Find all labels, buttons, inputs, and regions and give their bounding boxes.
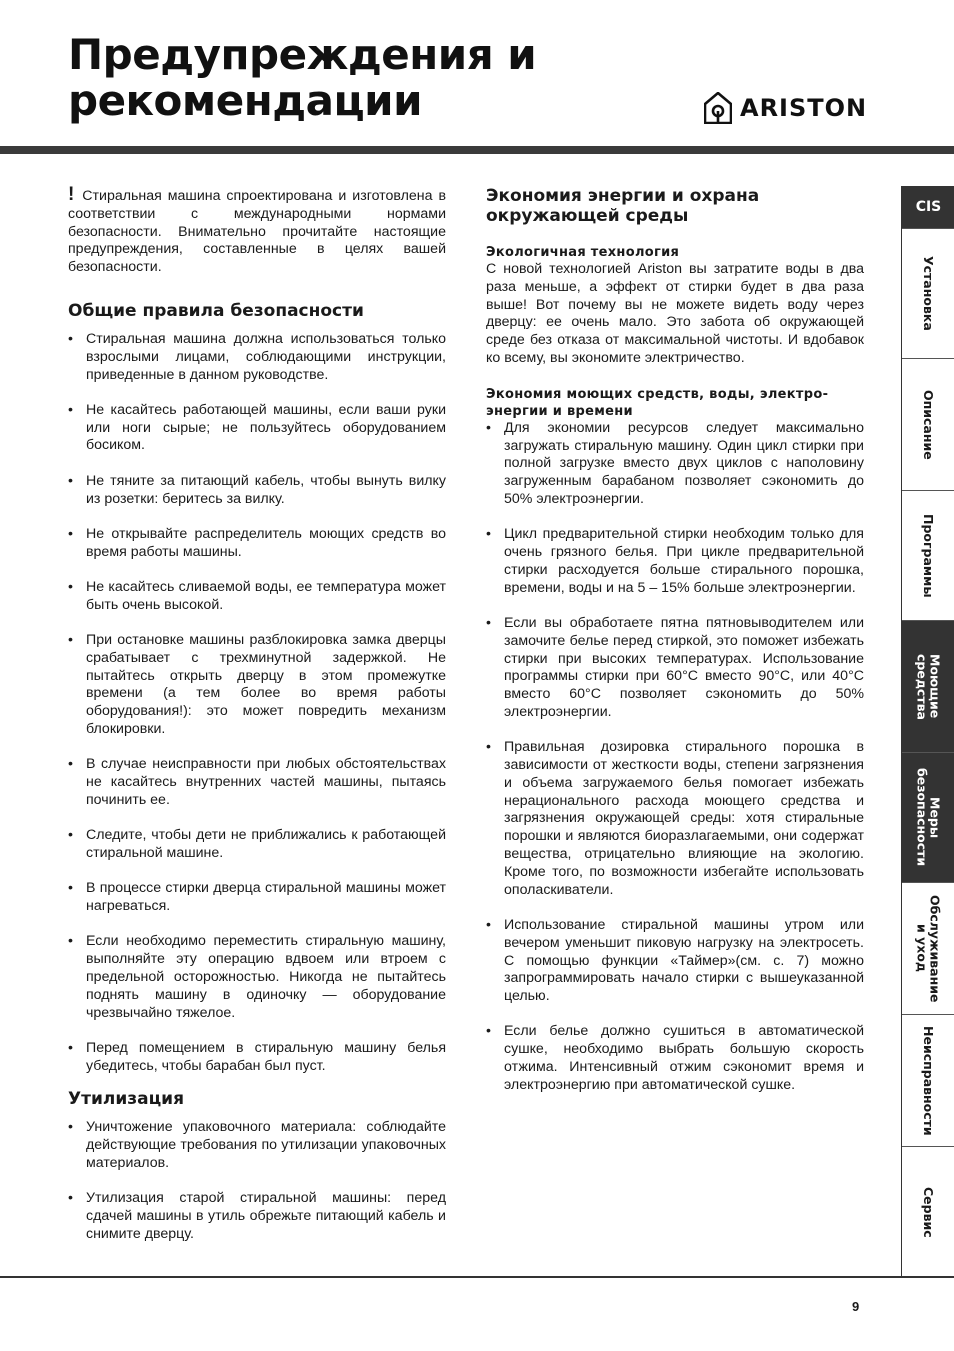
- disposal-list: [68, 1119, 446, 1243]
- list-item: • Для экономии ресурсов следует максимально загружать стиральную машину. Один цикл стирки при полной загрузке вместо двух циклов с наполовину загруженным барабаном позволяет сэкономить до 50% электроэнергии.: [486, 420, 864, 509]
- brand-name: ARISTON: [740, 94, 868, 122]
- list-item: • Если вы обработаете пятна пятновыводителем или замочите белье перед стиркой, это поможет избежать стирки при высоких температурах. Использование программы стирки при 60°С вместо 90°С, или 40°С вместо 60°С позволяет сэкономить до 50% электроэнергии.: [486, 615, 864, 722]
- left-column: [68, 186, 446, 1261]
- tab-label: Установка: [921, 256, 936, 331]
- list-item: • Перед помещением в стиральную машину белья убедитесь, чтобы барабан был пуст.: [68, 1040, 446, 1076]
- tab-description[interactable]: [902, 358, 954, 490]
- warning-mark: !: [68, 184, 75, 205]
- list-item: • Утилизация старой стиральной машины: перед сдачей машины в утиль обрежьте питающий кабель и снимите дверцу.: [68, 1190, 446, 1243]
- tab-troubleshooting[interactable]: [902, 1014, 954, 1146]
- footer-divider: [0, 1276, 954, 1278]
- list-item: • Цикл предварительной стирки необходим только для очень грязного белья. При цикле предварительной стирки расходуется больше стирального порошка, времени, воды и на 5 – 15% больше электроэнергии.: [486, 526, 864, 597]
- heading-line: энергии и времени: [486, 403, 633, 419]
- brand-logo: [704, 91, 867, 125]
- list-item: • Уничтожение упаковочного материала: соблюдайте действующие требования по утилизации упаковочных материалов.: [68, 1119, 446, 1172]
- tab-label: Сервис: [921, 1186, 936, 1238]
- heading-line: окружающей среды: [486, 206, 689, 226]
- title-line: рекомендации: [68, 76, 422, 125]
- list-item: • В случае неисправности при любых обстоятельствах не касайтесь внутренних частей машины, пытаясь починить ее.: [68, 756, 446, 809]
- page-title: [68, 32, 536, 124]
- list-item: • В процессе стирки дверца стиральной машины может нагреваться.: [68, 880, 446, 916]
- list-item: • Следите, чтобы дети не приближались к работающей стиральной машине.: [68, 827, 446, 863]
- tab-programs[interactable]: [902, 490, 954, 620]
- tab-maintenance[interactable]: [902, 882, 954, 1014]
- heading-line: Экономия энергии и охрана: [486, 186, 760, 206]
- saving-heading: [486, 386, 864, 420]
- eco-tech-text: С новой технологией Ariston вы затратите воды в два раза меньше, а эффект от стирки будет в два раза выше! Вот почему вы не можете видеть воду через дверцу: ее очень мало. Это забота об окружающей среде без отказа от максимальной чистоты. И вдобавок ко всему, вы экономите электричество.: [486, 261, 864, 366]
- page-number: 9: [852, 1299, 860, 1314]
- title-line: Предупреждения и: [68, 30, 537, 79]
- language-tab[interactable]: [902, 186, 954, 228]
- list-item: • Не тяните за питающий кабель, чтобы вынуть вилку из розетки: беритесь за вилку.: [68, 473, 446, 509]
- list-item: • Правильная дозировка стирального порошка в зависимости от жесткости воды, степени загрязнения и объема загружаемого белья помогает избежать нерационального расхода моющего средства и загрязнения окружающей среды: хотя стиральные порошки и являются биоразлагаемыми, они содержат вещества, отрицательно влияющие на экологию. Кроме того, по возможности избегайте использовать ополаскиватели.: [486, 739, 864, 899]
- tab-label: Описание: [921, 389, 936, 460]
- tab-label: Меры безопасности: [914, 768, 943, 867]
- header-divider: [0, 146, 954, 154]
- intro-paragraph: [68, 186, 446, 277]
- tab-label: Неисправности: [921, 1025, 936, 1136]
- safety-heading: Общие правила безопасности: [68, 300, 364, 321]
- saving-list: [486, 420, 864, 1095]
- heading-line: Экономия моющих средств, воды, электро-: [486, 386, 829, 402]
- house-icon: [704, 92, 732, 124]
- tab-safety[interactable]: [902, 752, 954, 882]
- tab-detergents[interactable]: [902, 620, 954, 752]
- list-item: • Не касайтесь работающей машины, если ваши руки или ноги сырые; не пользуйтесь оборудованием босиком.: [68, 402, 446, 455]
- list-item: • Если белье должно сушиться в автоматической сушке, необходимо выбрать большую скорость отжима. Интенсивный отжим сэкономит время и электроэнергию при автоматической сушке.: [486, 1023, 864, 1094]
- list-item: • Использование стиральной машины утром или вечером уменьшит пиковую нагрузку на электросеть. С помощью функции «Таймер»(см. с. 7) можно запрограммировать начало стирки с вышеуказанной целью.: [486, 917, 864, 1006]
- list-item: • Не открывайте распределитель моющих средств во время работы машины.: [68, 526, 446, 562]
- tab-label: Программы: [921, 513, 936, 598]
- list-item: • Стиральная машина должна использоваться только взрослыми лицами, соблюдающими инструкции, приведенные в данном руководстве.: [68, 331, 446, 384]
- list-item: • Не касайтесь сливаемой воды, ее температура может быть очень высокой.: [68, 579, 446, 615]
- energy-heading: [486, 186, 864, 226]
- tab-installation[interactable]: [902, 228, 954, 358]
- tab-service[interactable]: [902, 1146, 954, 1277]
- right-column: [486, 186, 864, 1112]
- eco-tech-heading: Экологичная технология: [486, 245, 680, 260]
- section-sidebar: [901, 186, 954, 1277]
- list-item: • Если необходимо переместить стиральную машину, выполняйте эту операцию вдвоем или втроем с предельной осторожностью. Никогда не пытайтесь поднять машину в одиночку — оборудование чрезвычайно тяжелое.: [68, 933, 446, 1022]
- intro-text: Стиральная машина спроектирована и изготовлена в соответствии с международными нормами безопасности. Внимательно прочитайте настоящие предупреждения, составленные в целях вашей безопасности.: [68, 188, 446, 276]
- disposal-heading: Утилизация: [68, 1089, 185, 1110]
- language-label: CIS: [915, 199, 942, 215]
- safety-list: [68, 331, 446, 1076]
- tab-label: Обслуживание и уход: [914, 894, 943, 1003]
- tab-label: Моющие средства: [914, 653, 943, 720]
- list-item: • При остановке машины разблокировка замка дверцы срабатывает с трехминутной задержкой. Не пытайтесь открыть дверцу в этом промежутке времени (а тем более во время работы оборудования!): это может повредить механизм блокировки.: [68, 632, 446, 739]
